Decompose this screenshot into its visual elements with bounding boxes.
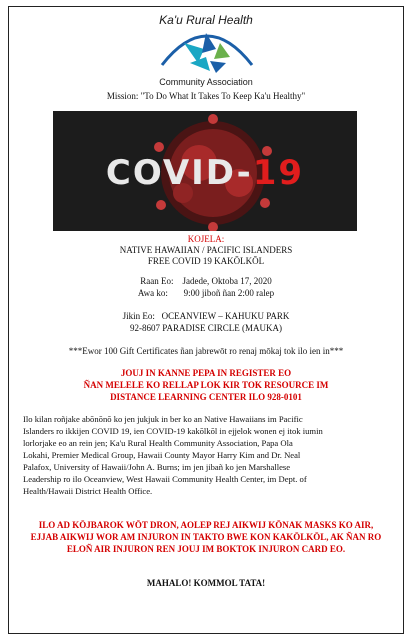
- time-value: 9:00 jiboñ ñan 2:00 ralep: [183, 288, 275, 298]
- event-place: [9, 310, 403, 322]
- info-paragraph: [23, 413, 393, 497]
- masks-line2: EJJAB AIKWIJ WOR AM INJURON IN TAKTO BWE KON KAKŌLKŌL, AK ÑAN RO: [30, 532, 382, 542]
- place-label: Jikin Eo:: [122, 311, 155, 321]
- org-name-line1: Ka'u Rural Health: [159, 13, 253, 27]
- date-label: Raan Eo:: [140, 276, 174, 286]
- covid-banner: [53, 111, 357, 231]
- banner-title-accent: 19: [252, 153, 305, 193]
- info-line: lorlorjake eo an rein jen; Ka'u Rural Health Community Association, Papa Ola: [23, 438, 293, 448]
- info-line: Lokahi, Premier Medical Group, Hawaii County Mayor Harry Kim and Dr. Neal: [23, 450, 301, 460]
- info-line: Leadership ro ilo Oceanview, West Hawaii Community Health Center, im Dept. of: [23, 474, 307, 484]
- register-line3: DISTANCE LEARNING CENTER ILO 928-0101: [110, 392, 302, 402]
- notice-line1: NATIVE HAWAIIAN / PACIFIC ISLANDERS: [119, 245, 293, 255]
- event-address: 92-8607 PARADISE CIRCLE (MAUKA): [130, 323, 282, 333]
- masks-line3: ELOÑ AIR INJURON REN JOUJ IM BOKTOK INJURON CARD EO.: [66, 544, 346, 554]
- notice-title: KOJELA:: [187, 234, 225, 244]
- org-name-line2: Community Association: [159, 77, 253, 87]
- masks-line1: ILO AD KŌJBAROK WŌT DRON, AOLEP REJ AIKWIJ KŌNAK MASKS KO AIR,: [38, 520, 374, 530]
- closing-message: MAHALO! KOMMOL TATA!: [146, 578, 266, 588]
- info-line: Health/Hawaii District Health Office.: [23, 486, 153, 496]
- info-line: Islanders ro ikkijen COVID 19, ien COVID-19 kakōlkōl in ejjelok wonen ej itok iumin: [23, 426, 323, 436]
- info-line: Palafox, University of Hawaii/John A. Burns; im jen jibañ ko jen Marshallese: [23, 462, 291, 472]
- place-value: OCEANVIEW – KAHUKU PARK: [161, 311, 290, 321]
- register-line1: JOUJ IN KANNE PEPA IN REGISTER EO: [120, 368, 292, 378]
- event-date: [9, 275, 403, 287]
- notice-line2: FREE COVID 19 KAKŌLKŌL: [147, 256, 265, 266]
- flyer-page: [8, 6, 404, 634]
- gift-certificates-note: ***Ewor 100 Gift Certificates ñan jabrewōt ro renaj mōkaj tok ilo ien in***: [68, 346, 344, 356]
- date-value: Jadede, Oktoba 17, 2020: [182, 276, 272, 286]
- register-line2: ÑAN MELELE KO RELLAP LOK KIR TOK RESOURCE IM: [83, 380, 329, 390]
- banner-title-main: COVID-: [105, 153, 253, 193]
- mission-statement: Mission: "To Do What It Takes To Keep Ka'u Healthy": [106, 91, 306, 101]
- header: [9, 7, 403, 107]
- organization-logo-icon: [144, 13, 270, 79]
- event-time: [9, 287, 403, 299]
- info-line: Ilo kilan roñjake abōnōnō ko jen jukjuk in ber ko an Native Hawaiians im Pacific: [23, 414, 303, 424]
- banner-title: [53, 153, 357, 193]
- time-label: Awa ko:: [137, 288, 168, 298]
